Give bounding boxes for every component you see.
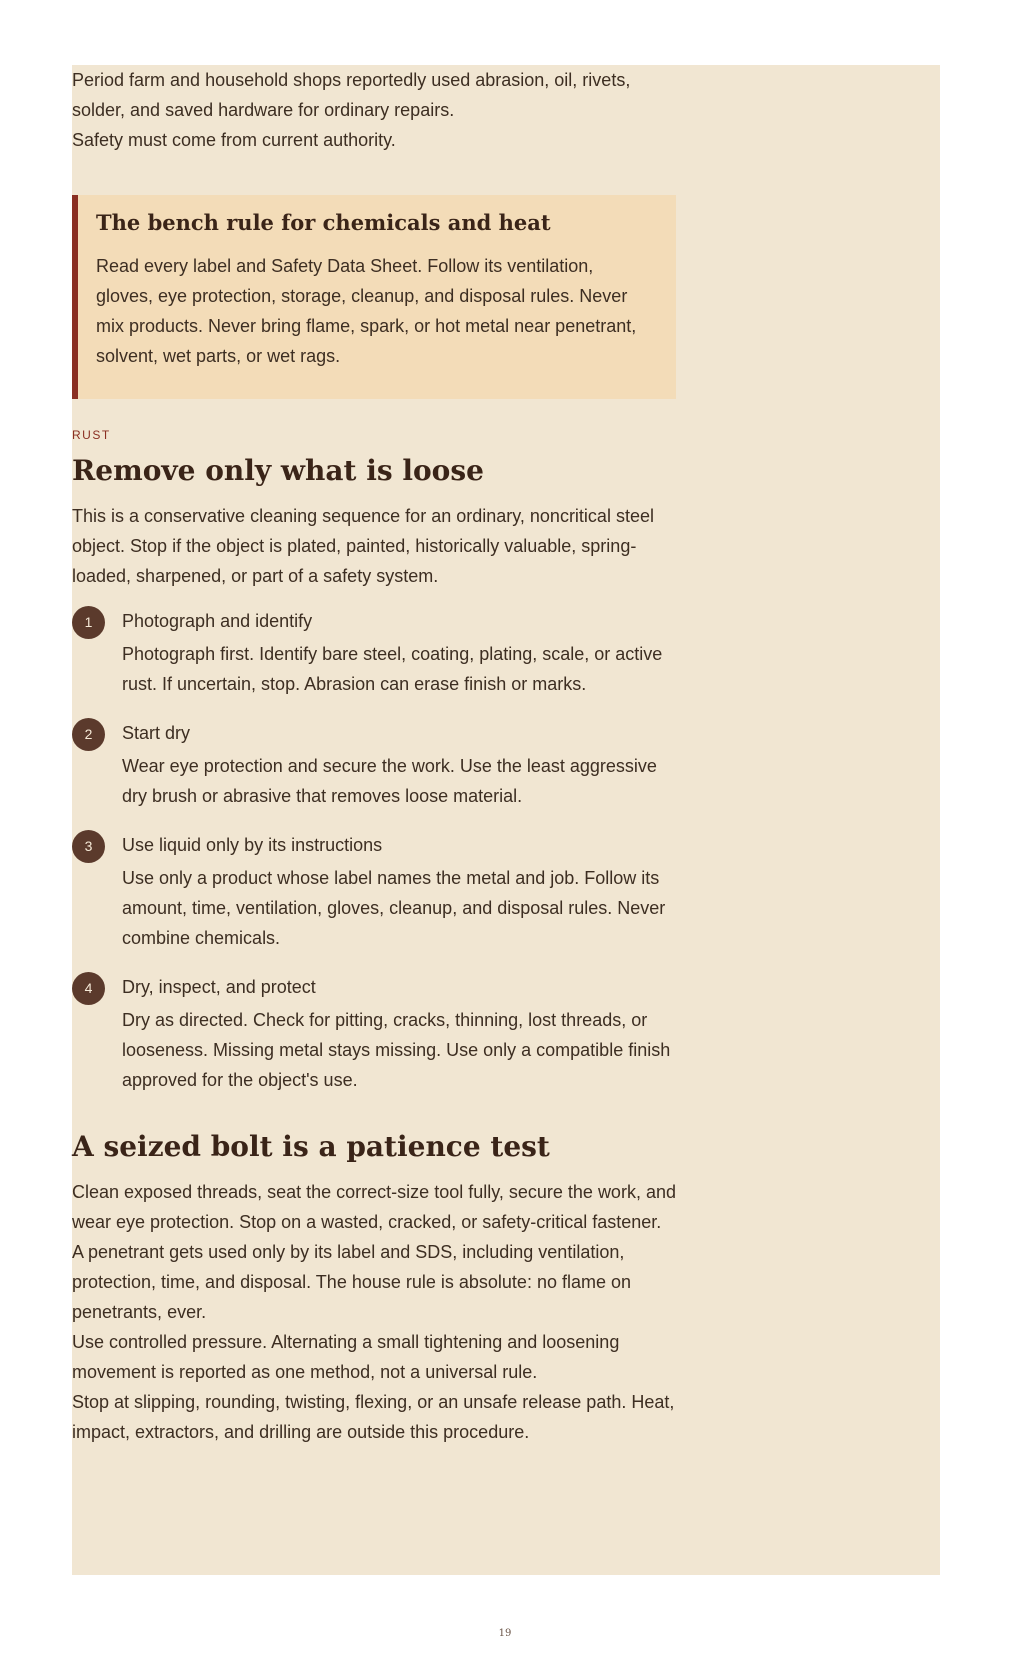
step-number-badge: 1	[72, 606, 105, 639]
step-item	[72, 719, 676, 811]
rust-steps-list	[72, 607, 676, 1095]
callout-title: The bench rule for chemicals and heat	[96, 210, 551, 235]
intro-paragraph: Safety must come from current authority.	[72, 130, 396, 150]
section-kicker: RUST	[72, 428, 111, 442]
step-item	[72, 973, 676, 1095]
section-heading-rust: Remove only what is loose	[72, 454, 484, 487]
bolt-paragraph: A penetrant gets used only by its label and SDS, including ventilation, protection, time, and disposal. The house rule is absolute: no flame on penetrants, ever.	[72, 1242, 632, 1322]
intro-paragraph: Period farm and household shops reportedly used abrasion, oil, rivets, solder, and saved hardware for ordinary repairs.	[72, 70, 631, 120]
rust-intro-paragraph: This is a conservative cleaning sequence for an ordinary, noncritical steel object. Stop if the object is plated, painted, historically valuable, spring-loaded, sharpened, or part of a safety system.	[72, 506, 654, 586]
callout-body: Read every label and Safety Data Sheet. Follow its ventilation, gloves, eye protection, storage, cleanup, and disposal rules. Never mix products. Never bring flame, spark, or hot metal near penetrant, solvent, wet parts, or wet rags.	[96, 256, 637, 366]
step-number-badge: 3	[72, 830, 105, 863]
safety-callout	[72, 195, 676, 399]
step-item	[72, 831, 676, 953]
step-number-badge: 2	[72, 718, 105, 751]
bolt-paragraph: Clean exposed threads, seat the correct-size tool fully, secure the work, and wear eye protection. Stop on a wasted, cracked, or safety-critical fastener.	[72, 1182, 676, 1232]
step-body: Use only a product whose label names the metal and job. Follow its amount, time, ventilation, gloves, cleanup, and disposal rules. Never combine chemicals.	[122, 868, 666, 948]
step-title: Start dry	[122, 723, 191, 743]
step-item	[72, 607, 676, 699]
step-body: Photograph first. Identify bare steel, coating, plating, scale, or active rust. If uncertain, stop. Abrasion can erase finish or marks.	[122, 644, 663, 694]
step-title: Dry, inspect, and protect	[122, 977, 316, 997]
step-title: Use liquid only by its instructions	[122, 835, 383, 855]
bolt-paragraph: Stop at slipping, rounding, twisting, flexing, or an unsafe release path. Heat, impact, extractors, and drilling are outside this procedure.	[72, 1392, 675, 1442]
step-body: Dry as directed. Check for pitting, cracks, thinning, lost threads, or looseness. Missing metal stays missing. Use only a compatible finish approved for the object's use.	[122, 1010, 671, 1090]
page-number: 19	[498, 1628, 512, 1639]
bolt-paragraph: Use controlled pressure. Alternating a small tightening and loosening movement is reported as one method, not a universal rule.	[72, 1332, 620, 1382]
step-body: Wear eye protection and secure the work. Use the least aggressive dry brush or abrasive that removes loose material.	[122, 756, 657, 806]
step-number-badge: 4	[72, 972, 105, 1005]
step-title: Photograph and identify	[122, 611, 313, 631]
page-content	[72, 65, 676, 1447]
section-heading-seized-bolt: A seized bolt is a patience test	[72, 1130, 550, 1163]
